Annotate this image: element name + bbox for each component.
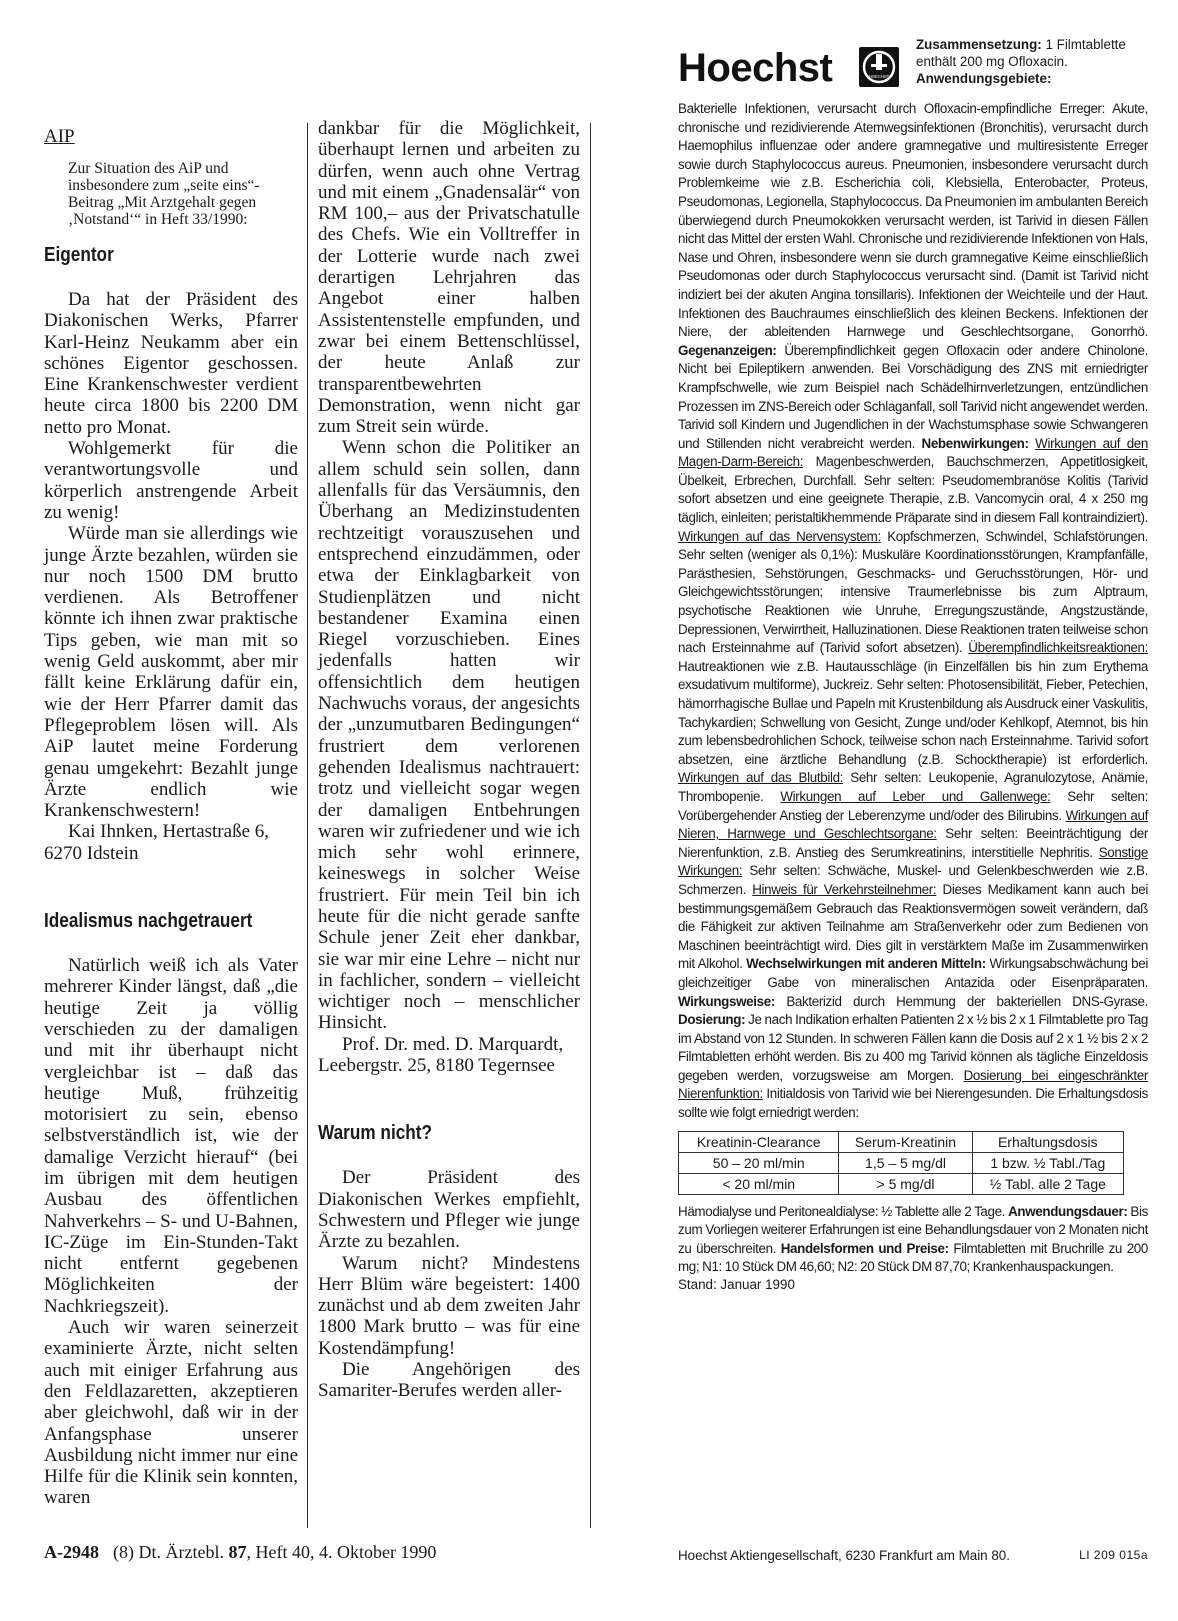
logo-text: HOECHST (868, 74, 890, 79)
ad-subsection-label: Wirkungen auf Leber und Gallenwege: (780, 788, 1051, 804)
ad-tail-text (678, 1203, 1148, 1277)
journal-issue: , Heft 40, 4. Oktober 1990 (246, 1542, 437, 1562)
table-header: Erhaltungsdosis (972, 1131, 1123, 1152)
ad-section-label: Nebenwirkungen: (921, 435, 1029, 451)
table-cell: 50 – 20 ml/min (679, 1152, 839, 1173)
ad-section-label: Gegenanzeigen: (678, 342, 777, 358)
table-header: Kreatinin-Clearance (679, 1131, 839, 1152)
table-row (679, 1173, 1124, 1194)
letter-headline-eigentor: Eigentor (44, 244, 114, 266)
page-footer (44, 1542, 436, 1563)
letter-paragraph: Auch wir waren seinerzeit examinierte Ärzte, nicht selten auch mit einiger Erfahrung aus den Feldlazaretten, akzeptieren aber gleichwohl, daß wir in der Anfangsphase unserer Ausbildung nicht immer nur eine Hilfe für die Klinik sein konnten, waren (44, 1317, 298, 1509)
ad-header (678, 36, 1148, 98)
table-cell: 1 bzw. ½ Tabl./Tag (972, 1152, 1123, 1173)
ad-subsection-label: Hinweis für Verkehrsteilnehmer: (752, 881, 937, 897)
dosage-table (678, 1131, 1124, 1195)
ad-text-run: Dieses Medikament kann auch bei bestimmungsgemäßem Gebrauch das Reaktionsvermögen soweit verändern, daß die Fähigkeit zur aktiven Teilnahme am Straßenverkehr oder zum Bedienen von Maschinen beeinträchtigt wird. Dies gilt in verstärktem Maße im Zusammenwirken mit Alkohol. (678, 881, 1148, 972)
ad-subsection-label: Überempfindlichkeitsreaktionen: (968, 640, 1148, 656)
ad-stand: Stand: Januar 1990 (678, 1277, 795, 1293)
column-divider-right (590, 123, 591, 1528)
ad-subsection-label: Wirkungen auf das Blutbild: (678, 770, 844, 786)
ad-section-label: Wirkungsweise: (678, 993, 775, 1009)
page-number: A-2948 (44, 1542, 99, 1562)
composition-text: 1 Filmtablette enthält 200 mg Ofloxacin. (916, 37, 1126, 70)
letter-headline-idealismus: Idealismus nachgetrauert (44, 910, 253, 933)
letter-paragraph: Würde man sie allerdings wie junge Ärzte bezahlen, würden sie nur noch 1500 DM brutto verdienen. Als Betroffener könnte ich ihnen zwar praktische Tips geben, wie man mit so wenig Geld auskommt, aber mir fällt keine Erklärung dafür ein, wie der Herr Pfarrer damit das Pflegeproblem lösen will. Als AiP lautet meine Forderung genau umgekehrt: Bezahlt junge Ärzte endlich wie Krankenschwestern! (44, 523, 298, 822)
brand-name: Hoechst (678, 46, 833, 90)
ad-text-run: Bakterizid durch Hemmung der bakteriellen DNS-Gyrase. (774, 993, 1148, 1009)
ad-section-label: Wechselwirkungen mit anderen Mitteln: (746, 956, 986, 972)
table-cell: ½ Tabl. alle 2 Tage (972, 1173, 1123, 1194)
ad-text-run: Sehr selten: Schwäche, Muskel- und Gelenkbeschwerden wie z.B. Schmerzen. (678, 863, 1148, 897)
letter-paragraph: Da hat der Präsident des Diakonischen Werks, Pfarrer Karl-Heinz Neukamm aber ein schönes Eigentor geschossen. Eine Krankenschwester verdient heute circa 1800 bis 2200 DM netto pro Monat. (44, 289, 298, 438)
table-row (679, 1152, 1124, 1173)
label-zusammensetzung: Zusammensetzung: (916, 37, 1042, 52)
journal-volume: 87 (228, 1542, 247, 1562)
ad-body-text (678, 100, 1148, 1123)
ad-text-run: Sehr selten: Leukopenie, Agranulozytose, Anämie, Thrombopenie. (678, 770, 1149, 804)
letter-paragraph: dankbar für die Möglichkeit, überhaupt lernen und arbeiten zu dürfen, wenn auch ohne Vertrag und mit einem „Gnadensalär“ von RM 100,– aus der Privatschatulle des Chefs. Wie ein Volltreffer in der Lotterie wurde nach zwei derartigen Lehrjahren das Angebot einer halben Assistentenstelle empfunden, und zwar bei einem Bettenschlüssel, der heute Anlaß zur transparentbewehrten Demonstration, wenn nicht gar zum Streit sein würde. (318, 118, 580, 438)
table-cell: < 20 ml/min (679, 1173, 839, 1194)
ad-text-run: Je nach Indikation erhalten Patienten 2 x ½ bis 2 x 1 Filmtablette pro Tag im Abstand von 12 Stunden. In schweren Fällen kann die Dosis auf 2 x 1 ½ bis 2 x 2 Filmtabletten erhöht werden. Bis zu 400 mg Tarivid können als tägliche Einzeldosis gegeben werden, vorzugsweise am Morgen. (678, 1012, 1148, 1083)
ad-text-run: Wirkungsabschwächung bei gleichzeitiger Gabe von mineralischen Antazida oder Eisenpräparaten. (678, 956, 1149, 990)
column-1 (44, 118, 298, 1509)
table-header-row (679, 1131, 1124, 1152)
drug-advertisement (678, 36, 1148, 1292)
table-cell: 1,5 – 5 mg/dl (839, 1152, 972, 1173)
ad-section-label: Anwendungsdauer: (1008, 1203, 1128, 1219)
ad-text-run: Hämodialyse und Peritonealdialyse: ½ Tablette alle 2 Tage. (678, 1203, 1009, 1219)
company-address: Hoechst Aktiengesellschaft, 6230 Frankfurt am Main 80. (678, 1548, 1010, 1563)
ad-section-label: Handelsformen und Preise: (780, 1240, 949, 1256)
letter-signature: Kai Ihnken, Hertastraße 6, 6270 Idstein (44, 821, 270, 864)
ad-text-run: Bis zum Vorliegen weiterer Erfahrungen ist eine Behandlungsdauer von 2 Monaten nicht zu überschreiten. (678, 1203, 1148, 1256)
letter-paragraph: Natürlich weiß ich als Vater mehrerer Kinder längst, daß „die heutige Zeit ja völlig verschieden zu der damaligen und mit ihr überhaupt nicht vergleichbar ist – daß das heutige Muß, frühzeitig motorisiert zu sein, ebenso selbstverständlich ist, wie der damalige Verzicht hierauf“ (bei im übrigen mit dem heutigen Ausbau des öffentlichen Nahverkehrs – S- und U-Bahnen, IC-Züge im Ein-Stunden-Takt nicht entfernt gegebenen Möglichkeiten der Nachkriegszeit). (44, 955, 298, 1317)
letter-headline-warum-nicht: Warum nicht? (318, 1122, 433, 1145)
letter-paragraph: Wenn schon die Politiker an allem schuld sein sollen, dann allenfalls für das Versäumnis, den Überhang an Medizinstudenten rechtzeitigt vorauszusehen und entsprechend einzudämmen, oder etwa der Einklagbarkeit von Studienplätzen und nicht bestandener Examina einen Riegel vorzuschieben. Eines jedenfalls hatten wir offensichtlich dem heutigen Nachwuchs voraus, der angesichts der „unzumutbaren Bedingungen“ frustriert dem verlorenen gehenden Idealismus nachtrauert: trotz und vielleicht sogar wegen der damaligen Entbehrungen waren wir zufriedener und wie ich mich sehr wohl erinnere, keineswegs in solcher Weise frustriert. Für mein Teil bin ich heute für die nicht gerade sanfte Schule jener Zeit eher dankbar, sie war mir eine Lehre – nicht nur in fachlicher, sondern – vielleicht wichtiger noch – menschlicher Hinsicht. (318, 437, 580, 1034)
ad-subsection-label: Sonstige Wirkungen: (678, 844, 1148, 879)
ad-section-label: Dosierung: (678, 1012, 746, 1028)
letter-paragraph: Die Angehörigen des Samariter-Berufes werden aller- (318, 1359, 580, 1402)
ad-text-run: Bakterielle Infektionen, verursacht durch Ofloxacin-empfindliche Erreger: Akute, chronische und rezidivierende Atemwegsinfektionen (Bronchitis), verursacht durch Haemophilus influenzae oder andere gramnegative und multiresistente Erreger sowie durch Staphylococcus aureus. Pneumonien, insbesondere verursacht durch Problemkeime wie z.B. Escherichia coli, Klebsiella, Enterobacter, Proteus, Pseudomonas, Legionella, Staphylococcus. Da Pneumonien im ambulanten Bereich überwiegend durch Pneumokokken verursacht werden, ist Tarivid in diesen Fällen nicht das Mittel der ersten Wahl. Chronische und rezidivierende Infektionen von Hals, Nase und Ohren, insbesondere wenn sie durch gramnegative Keime einschließlich Pseudomonas oder durch Staphylococcus verursacht sind. (Damit ist Tarivid nicht indiziert bei der akuten Angina tonsillaris). Infektionen der Weichteile und der Haut. Infektionen des Bauchraumes einschließlich des kleinen Beckens. Infektionen der Niere, der ableitenden Harnwege und Geschlechtsorgane, Gonorrhö. (678, 101, 1148, 340)
hoechst-logo-icon (858, 46, 900, 88)
ad-text-run: Initialdosis von Tarivid wie bei Nierengesunden. Die Erhaltungsdosis sollte wie folgt erniedrigt werden: (678, 1086, 1148, 1121)
ad-subsection-label: Wirkungen auf Nieren, Harnwege und Geschlechtsorgane: (678, 807, 1148, 842)
ad-code: LI 209 015a (1079, 1548, 1148, 1562)
label-anwendungsgebiete: Anwendungsgebiete: (916, 71, 1052, 87)
ad-subsection-label: Dosierung bei eingeschränkter Nierenfunktion: (678, 1067, 1148, 1102)
section-label: AIP (44, 126, 75, 147)
ad-subsection-label: Wirkungen auf den Magen-Darm-Bereich: (678, 435, 1148, 470)
ad-text-run: Überempfindlichkeit gegen Ofloxacin oder andere Chinolone. Nicht bei Epileptikern anwenden. Bei Vorschädigung des ZNS mit erniedrigter Krampfschwelle, wie zum Beispiel nach Schädelhirnverletzungen, entzündlichen Prozessen im ZNS-Bereich oder Schlaganfall, soll Tarivid nicht angewendet werden. Tarivid soll Kindern und Jugendlichen in der Wachstumsphase sowie Schwangeren und Stillenden nicht verabreicht werden. (678, 342, 1148, 451)
ad-text-run: Magenbeschwerden, Bauchschmerzen, Appetitlosigkeit, Übelkeit, Erbrechen, Durchfall. Sehr selten: Pseudomembranöse Kolitis (Tarivid sofort absetzen und eine geeignete Therapie, z.B. Vancomycin oral, 4 x 250 mg täglich, einleiten; peristaltikhemmende Präparate sind in diesem Fall kontraindiziert). (678, 454, 1148, 526)
ad-head-text (916, 36, 1148, 88)
ad-text-run: Kopfschmerzen, Schwindel, Schlafstörungen. Sehr selten (weniger als 0,1%): Muskuläre Koordinationsstörungen, Krampfanfälle, Parästhesien, Sehstörungen, Geschmacks- und Geruchsstörungen, Hör- und Gleichgewichtsstörungen; intensive Traumerlebnisse bis zum Alptraum, psychotische Reaktionen wie Unruhe, Erregungszustände, Angstzustände, Depressionen, Verwirrtheit, Halluzinationen. Diese Reaktionen traten teilweise schon nach Ersteinnahme auf (Tarivid sofort absetzen). (678, 528, 1148, 656)
column-2 (318, 118, 580, 1402)
ad-text-run: Hautreaktionen wie z.B. Hautausschläge (in Einzelfällen bis hin zum Erythema exsudativum multiforme), Juckreiz. Sehr selten: Photosensibilität, Fieber, Petechien, hämorrhagische Bullae und Papeln mit Krustenbildung als Ausdruck einer Vaskulitis, Tachykardien; Schwellung von Gesicht, Zunge und/oder Kehlkopf, Atemnot, bis hin zum lebensbedrohlichen Schock, teilweise schon nach Ersteinnahme. Tarivid sofort absetzen, eine ärztliche Behandlung (z.B. Schocktherapie) ist erforderlich. (678, 658, 1148, 767)
ad-text-run: Sehr selten: Vorübergehender Anstieg der Leberenzyme und/oder des Bilirubins. (678, 788, 1148, 823)
ad-text-run: Sehr selten: Beeinträchtigung der Nierenfunktion, z.B. Anstieg des Serumkreatinins, interstitielle Nephritis. (678, 826, 1149, 860)
column-divider-left (307, 123, 308, 1528)
section-intro: Zur Situation des AiP und insbesondere zum „seite eins“-Beitrag „Mit Arztgehalt gegen ‚Notstand‘“ in Heft 33/1990: (68, 160, 260, 228)
letter-paragraph: Warum nicht? Mindestens Herr Blüm wäre begeistert: 1400 zunächst und ab dem zweiten Jahr 1800 Mark brutto – was für eine Kostendämpfung! (318, 1252, 580, 1359)
table-cell: > 5 mg/dl (839, 1173, 972, 1194)
journal-citation: (8) Dt. Ärztebl. (113, 1542, 229, 1562)
letter-paragraph: Wohlgemerkt für die verantwortungsvolle und körperlich anstrengende Arbeit zu wenig! (44, 438, 298, 523)
ad-subsection-label: Wirkungen auf das Nervensystem: (678, 528, 881, 544)
letter-paragraph: Der Präsident des Diakonischen Werkes empfiehlt, Schwestern und Pfleger wie junge Ärzte zu bezahlen. (318, 1167, 580, 1253)
table-header: Serum-Kreatinin (839, 1131, 972, 1152)
ad-footer (678, 1548, 1148, 1563)
letter-signature: Prof. Dr. med. D. Marquardt, Leebergstr. 25, 8180 Tegernsee (318, 1033, 564, 1077)
ad-text-run: Filmtabletten mit Bruchrille zu 200 mg; N1: 10 Stück DM 46,60; N2: 20 Stück DM 87,70; Krankenhauspackungen. (678, 1240, 1148, 1275)
